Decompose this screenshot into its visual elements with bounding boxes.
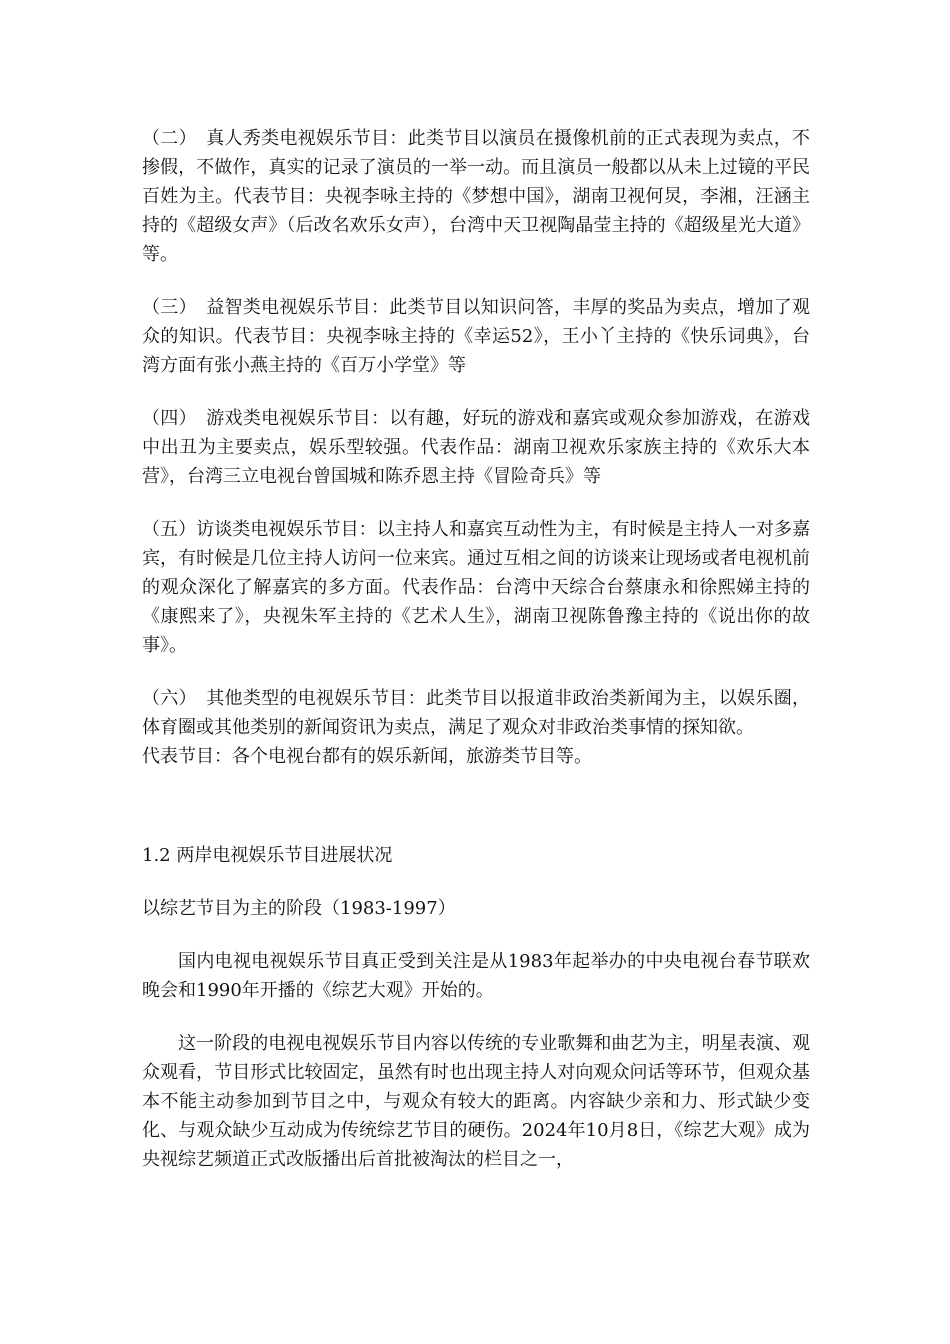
spacer bbox=[142, 660, 810, 684]
spacer bbox=[142, 380, 810, 404]
paragraph-quiz-show: （三） 益智类电视娱乐节目：此类节目以知识问答，丰厚的奖品为卖点，增加了观众的知识。代表节目：央视李咏主持的《幸运52》，王小丫主持的《快乐词典》，台湾方面有张小燕主持的《百万小学堂》等 bbox=[142, 297, 810, 376]
paragraph-game-show: （四） 游戏类电视娱乐节目：以有趣，好玩的游戏和嘉宾或观众参加游戏，在游戏中出丑为主要卖点，娱乐型较强。代表作品：湖南卫视欢乐家族主持的《欢乐大本营》，台湾三立电视台曾国城和陈乔恩主持《冒险奇兵》等 bbox=[142, 408, 810, 487]
stage-heading: 以综艺节目为主的阶段（1983-1997） bbox=[142, 898, 456, 919]
section-heading: 1.2 两岸电视娱乐节目进展状况 bbox=[142, 845, 393, 866]
paragraph-origin: 国内电视电视娱乐节目真正受到关注是从1983年起举办的中央电视台春节联欢晚会和1990年开播的《综艺大观》开始的。 bbox=[142, 951, 810, 1001]
spacer bbox=[142, 771, 810, 841]
paragraph-stage-description: 这一阶段的电视电视娱乐节目内容以传统的专业歌舞和曲艺为主，明星表演、观众观看，节目形式比较固定，虽然有时也出现主持人对向观众问话等环节，但观众基本不能主动参加到节目之中，与观众有较大的距离。内容缺少亲和力、形式缺少变化、与观众缺少互动成为传统综艺节目的硬伤。2024年10月8日，《综艺大观》成为央视综艺频道正式改版播出后首批被淘汰的栏目之一， bbox=[142, 1033, 810, 1170]
paragraph-other-shows: （六） 其他类型的电视娱乐节目：此类节目以报道非政治类新闻为主，以娱乐圈，体育圈或其他类别的新闻资讯为卖点，满足了观众对非政治类事情的探知欲。 bbox=[142, 688, 810, 738]
paragraph-reality-show: （二） 真人秀类电视娱乐节目：此类节目以演员在摄像机前的正式表现为卖点，不掺假，不做作，真实的记录了演员的一举一动。而且演员一般都以从未上过镜的平民百姓为主。代表节目：央视李咏主持的《梦想中国》，湖南卫视何炅，李湘，汪涵主持的《超级女声》（后改名欢乐女声），台湾中天卫视陶晶莹主持的《超级星光大道》等。 bbox=[142, 128, 810, 265]
spacer bbox=[142, 269, 810, 293]
spacer bbox=[142, 1005, 810, 1029]
spacer bbox=[142, 923, 810, 947]
spacer bbox=[142, 870, 810, 894]
paragraph-talk-show: （五）访谈类电视娱乐节目：以主持人和嘉宾互动性为主，有时候是主持人一对多嘉宾，有时候是几位主持人访问一位来宾。通过互相之间的访谈来让现场或者电视机前的观众深化了解嘉宾的多方面。代表作品：台湾中天综合台蔡康永和徐熙娣主持的《康熙来了》，央视朱军主持的《艺术人生》，湖南卫视陈鲁豫主持的《说出你的故事》。 bbox=[142, 519, 810, 656]
paragraph-other-examples: 代表节目：各个电视台都有的娱乐新闻，旅游类节目等。 bbox=[142, 746, 592, 767]
spacer bbox=[142, 491, 810, 515]
document-page bbox=[142, 124, 810, 1174]
